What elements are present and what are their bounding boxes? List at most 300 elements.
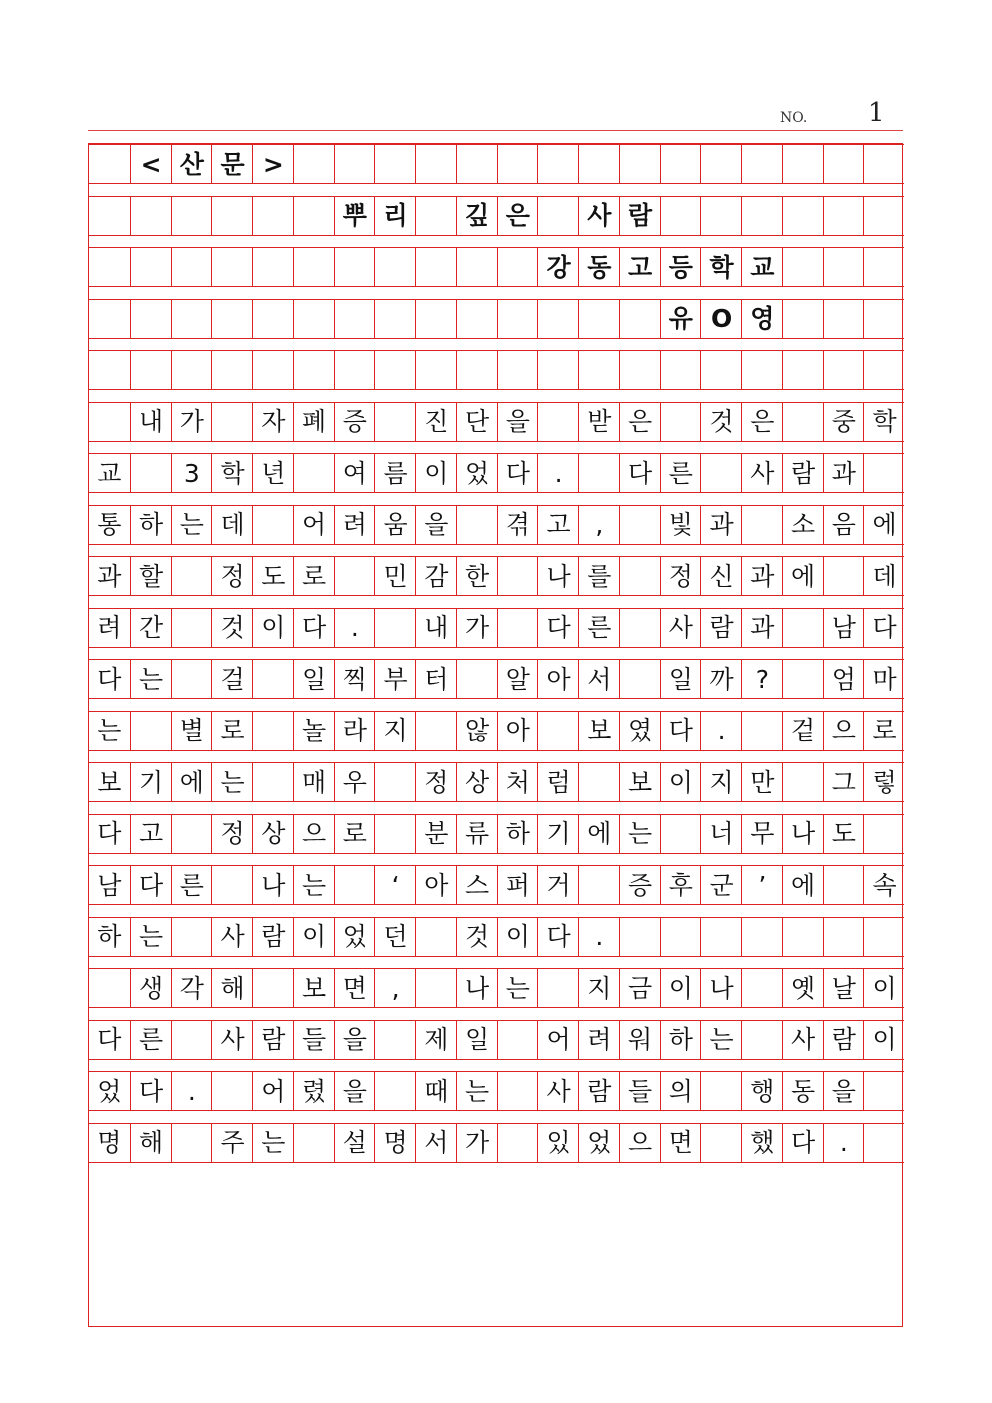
manuscript-cell: 가 (171, 403, 213, 441)
manuscript-cell (578, 454, 620, 492)
manuscript-row (89, 711, 904, 751)
manuscript-cell: 일 (293, 660, 335, 698)
manuscript-cell: 람 (252, 1021, 294, 1059)
manuscript-cell: 지 (700, 763, 742, 801)
manuscript-cell (863, 145, 905, 183)
manuscript-cell: 마 (863, 660, 905, 698)
manuscript-cell: 진 (415, 403, 457, 441)
manuscript-cell: 여 (334, 454, 376, 492)
manuscript-cell (211, 300, 253, 338)
manuscript-cell: 다 (782, 1124, 824, 1162)
manuscript-cell: 일 (660, 660, 702, 698)
manuscript-cell (415, 918, 457, 956)
manuscript-cell: 로 (211, 712, 253, 750)
manuscript-cell: 럼 (537, 763, 579, 801)
manuscript-row (89, 762, 904, 802)
manuscript-cell: 사 (741, 454, 783, 492)
manuscript-cell: 아 (537, 660, 579, 698)
manuscript-cell (334, 351, 376, 389)
manuscript-cell: , (578, 506, 620, 544)
manuscript-cell (252, 969, 294, 1007)
manuscript-cell (537, 403, 579, 441)
manuscript-cell: ’ (741, 866, 783, 904)
manuscript-cell (700, 1124, 742, 1162)
manuscript-cell: 는 (130, 660, 172, 698)
manuscript-cell: 것 (700, 403, 742, 441)
manuscript-cell: 후 (660, 866, 702, 904)
manuscript-cell: 람 (578, 1072, 620, 1110)
manuscript-cell (334, 145, 376, 183)
page-number: 1 (868, 98, 885, 128)
manuscript-cell: 했 (741, 1124, 783, 1162)
manuscript-cell: 민 (374, 557, 416, 595)
manuscript-cell (415, 712, 457, 750)
manuscript-cell: 하 (97, 922, 122, 951)
manuscript-cell (537, 145, 579, 183)
manuscript-cell (782, 609, 824, 647)
manuscript-cell: 부 (374, 660, 416, 698)
manuscript-cell: 감 (415, 557, 457, 595)
manuscript-cell: 던 (374, 918, 416, 956)
manuscript-cell (415, 248, 457, 286)
manuscript-cell: 퍼 (497, 866, 539, 904)
manuscript-cell: 보 (619, 763, 661, 801)
manuscript-cell (537, 712, 579, 750)
manuscript-cell (89, 351, 130, 389)
manuscript-cell (171, 248, 213, 286)
manuscript-row (89, 1123, 904, 1163)
manuscript-cell: 제 (415, 1021, 457, 1059)
manuscript-cell: 은 (741, 403, 783, 441)
manuscript-cell: 이 (863, 969, 905, 1007)
manuscript-row (89, 247, 904, 287)
manuscript-cell: 학 (211, 454, 253, 492)
manuscript-cell (660, 351, 702, 389)
manuscript-cell: 다 (863, 609, 905, 647)
manuscript-cell: 었 (456, 454, 498, 492)
manuscript-cell (130, 197, 172, 235)
manuscript-cell: 명 (97, 1128, 122, 1157)
manuscript-cell (741, 506, 783, 544)
manuscript-cell (252, 300, 294, 338)
manuscript-cell (782, 145, 824, 183)
manuscript-cell: < (130, 145, 172, 183)
manuscript-cell: 것 (456, 918, 498, 956)
manuscript-cell (171, 660, 213, 698)
manuscript-cell: 상 (456, 763, 498, 801)
manuscript-cell: 통 (97, 510, 122, 539)
manuscript-cell: . (823, 1124, 865, 1162)
manuscript-cell: 주 (211, 1124, 253, 1162)
manuscript-cell: 었 (97, 1076, 122, 1106)
manuscript-cell: 너 (700, 815, 742, 853)
manuscript-cell: 증 (619, 866, 661, 904)
manuscript-cell (374, 351, 416, 389)
manuscript-cell (741, 918, 783, 956)
manuscript-row (89, 814, 904, 854)
manuscript-cell: 한 (456, 557, 498, 595)
manuscript-cell (863, 197, 905, 235)
manuscript-cell: 는 (130, 918, 172, 956)
manuscript-cell (700, 351, 742, 389)
manuscript-cell: 터 (415, 660, 457, 698)
manuscript-cell (293, 145, 335, 183)
manuscript-cell: . (700, 712, 742, 750)
manuscript-cell (456, 351, 498, 389)
manuscript-cell: 에 (578, 815, 620, 853)
manuscript-cell: 보 (97, 767, 122, 797)
manuscript-cell (619, 145, 661, 183)
manuscript-cell: 이 (293, 918, 335, 956)
manuscript-cell (211, 197, 253, 235)
manuscript-cell (497, 145, 539, 183)
manuscript-cell (293, 248, 335, 286)
manuscript-cell: 들 (619, 1072, 661, 1110)
manuscript-cell: 보 (578, 712, 620, 750)
manuscript-cell: 으 (823, 712, 865, 750)
manuscript-cell (700, 454, 742, 492)
manuscript-cell (619, 660, 661, 698)
manuscript-cell: 증 (334, 403, 376, 441)
manuscript-cell: 의 (660, 1072, 702, 1110)
manuscript-cell: 학 (863, 403, 905, 441)
manuscript-cell: 나 (537, 557, 579, 595)
manuscript-row (89, 659, 904, 699)
manuscript-cell: 사 (782, 1021, 824, 1059)
manuscript-cell: 람 (252, 918, 294, 956)
manuscript-cell: 른 (130, 1021, 172, 1059)
manuscript-cell: 교 (741, 248, 783, 286)
manuscript-cell: 옛 (782, 969, 824, 1007)
manuscript-cell: 남 (97, 870, 122, 900)
manuscript-cell: 로 (334, 815, 376, 853)
manuscript-cell (334, 866, 376, 904)
manuscript-cell (89, 248, 130, 286)
manuscript-cell (823, 300, 865, 338)
manuscript-cell (823, 351, 865, 389)
manuscript-cell (334, 248, 376, 286)
manuscript-cell: 내 (130, 403, 172, 441)
manuscript-cell: 다 (537, 609, 579, 647)
manuscript-cell (293, 197, 335, 235)
manuscript-cell: 들 (293, 1021, 335, 1059)
manuscript-cell: > (252, 145, 294, 183)
manuscript-cell: 을 (823, 1072, 865, 1110)
manuscript-row (89, 505, 904, 545)
manuscript-cell: 유 (660, 300, 702, 338)
manuscript-cell (497, 557, 539, 595)
manuscript-cell: 처 (497, 763, 539, 801)
manuscript-cell: 는 (293, 866, 335, 904)
manuscript-cell (619, 351, 661, 389)
manuscript-cell: 면 (660, 1124, 702, 1162)
manuscript-cell (334, 300, 376, 338)
manuscript-cell (374, 403, 416, 441)
manuscript-cell: 려 (334, 506, 376, 544)
manuscript-cell (374, 248, 416, 286)
manuscript-cell (700, 1072, 742, 1110)
manuscript-cell: 지 (374, 712, 416, 750)
manuscript-cell: 생 (130, 969, 172, 1007)
manuscript-cell (660, 197, 702, 235)
manuscript-cell (293, 351, 335, 389)
manuscript-cell: 분 (415, 815, 457, 853)
manuscript-cell: 도 (252, 557, 294, 595)
manuscript-row (89, 1071, 904, 1111)
manuscript-cell: 다 (660, 712, 702, 750)
manuscript-cell: 우 (334, 763, 376, 801)
manuscript-cell: 속 (863, 866, 905, 904)
manuscript-cell (497, 1072, 539, 1110)
manuscript-cell (782, 403, 824, 441)
manuscript-cell (782, 197, 824, 235)
manuscript-cell (497, 1124, 539, 1162)
manuscript-cell: 무 (741, 815, 783, 853)
manuscript-cell: 하 (497, 815, 539, 853)
manuscript-cell (252, 197, 294, 235)
manuscript-cell: 는 (252, 1124, 294, 1162)
manuscript-cell: 나 (252, 866, 294, 904)
manuscript-cell: 3 (171, 454, 213, 492)
manuscript-cell (293, 454, 335, 492)
manuscript-cell (456, 300, 498, 338)
manuscript-cell: 는 (700, 1021, 742, 1059)
manuscript-cell: 어 (252, 1072, 294, 1110)
manuscript-cell: 단 (456, 403, 498, 441)
manuscript-cell: . (578, 918, 620, 956)
manuscript-cell: 람 (823, 1021, 865, 1059)
manuscript-cell: 사 (660, 609, 702, 647)
manuscript-cell (782, 351, 824, 389)
manuscript-cell (171, 918, 213, 956)
manuscript-cell (171, 300, 213, 338)
manuscript-cell (782, 918, 824, 956)
manuscript-cell: 은 (497, 197, 539, 235)
manuscript-cell (130, 712, 172, 750)
manuscript-cell: 간 (130, 609, 172, 647)
manuscript-cell: 각 (171, 969, 213, 1007)
manuscript-cell: 고 (130, 815, 172, 853)
manuscript-cell: 강 (537, 248, 579, 286)
manuscript-cell: 사 (578, 197, 620, 235)
manuscript-cell: 년 (252, 454, 294, 492)
manuscript-cell: 에 (863, 506, 905, 544)
manuscript-cell: 은 (619, 403, 661, 441)
manuscript-cell: 까 (700, 660, 742, 698)
manuscript-cell (171, 609, 213, 647)
manuscript-cell (171, 557, 213, 595)
manuscript-cell: 정 (660, 557, 702, 595)
manuscript-cell (823, 557, 865, 595)
manuscript-cell: 알 (497, 660, 539, 698)
manuscript-cell: 도 (823, 815, 865, 853)
manuscript-cell: 과 (823, 454, 865, 492)
manuscript-cell: 학 (700, 248, 742, 286)
manuscript-cell (619, 300, 661, 338)
manuscript-cell: 스 (456, 866, 498, 904)
manuscript-cell: 빛 (660, 506, 702, 544)
manuscript-cell (863, 248, 905, 286)
manuscript-cell: 놀 (293, 712, 335, 750)
manuscript-cell: 금 (619, 969, 661, 1007)
manuscript-cell (130, 454, 172, 492)
manuscript-cell: 려 (578, 1021, 620, 1059)
manuscript-cell: 렸 (293, 1072, 335, 1110)
manuscript-cell (374, 1021, 416, 1059)
manuscript-cell: 다 (619, 454, 661, 492)
manuscript-cell (660, 918, 702, 956)
manuscript-row (89, 1020, 904, 1060)
manuscript-cell: 름 (374, 454, 416, 492)
manuscript-cell (374, 763, 416, 801)
manuscript-cell (578, 763, 620, 801)
manuscript-cell: 류 (456, 815, 498, 853)
manuscript-cell (741, 969, 783, 1007)
manuscript-cell: 정 (211, 815, 253, 853)
manuscript-cell (660, 815, 702, 853)
manuscript-cell: 나 (700, 969, 742, 1007)
manuscript-cell (863, 454, 905, 492)
manuscript-cell: 른 (660, 454, 702, 492)
manuscript-cell: 로 (293, 557, 335, 595)
manuscript-cell (741, 145, 783, 183)
manuscript-cell (741, 351, 783, 389)
manuscript-cell: 폐 (293, 403, 335, 441)
manuscript-cell: 중 (823, 403, 865, 441)
manuscript-cell: 데 (211, 506, 253, 544)
manuscript-cell (89, 969, 130, 1007)
manuscript-cell: 서 (578, 660, 620, 698)
manuscript-cell (660, 403, 702, 441)
manuscript-cell (497, 1021, 539, 1059)
manuscript-cell: 데 (863, 557, 905, 595)
manuscript-cell (171, 351, 213, 389)
manuscript-cell: 을 (334, 1021, 376, 1059)
manuscript-cell: 것 (211, 609, 253, 647)
manuscript-cell: 기 (537, 815, 579, 853)
manuscript-cell (782, 248, 824, 286)
manuscript-cell: 보 (293, 969, 335, 1007)
manuscript-cell (171, 1021, 213, 1059)
manuscript-row (89, 350, 904, 390)
manuscript-cell: 겪 (497, 506, 539, 544)
manuscript-cell: 다 (130, 866, 172, 904)
manuscript-cell (89, 197, 130, 235)
manuscript-cell (171, 197, 213, 235)
manuscript-cell (700, 145, 742, 183)
manuscript-cell: 과 (700, 506, 742, 544)
manuscript-cell: 로 (863, 712, 905, 750)
manuscript-cell: , (374, 969, 416, 1007)
manuscript-cell (660, 145, 702, 183)
manuscript-cell: 행 (741, 1072, 783, 1110)
manuscript-cell (130, 300, 172, 338)
manuscript-cell (456, 660, 498, 698)
manuscript-cell: 영 (741, 300, 783, 338)
manuscript-cell: 는 (211, 763, 253, 801)
manuscript-row (89, 865, 904, 905)
manuscript-cell (374, 300, 416, 338)
manuscript-cell (374, 609, 416, 647)
manuscript-cell: 과 (97, 561, 122, 591)
manuscript-cell: 으 (619, 1124, 661, 1162)
manuscript-cell: 어 (293, 506, 335, 544)
manuscript-cell: 아 (497, 712, 539, 750)
manuscript-cell (578, 351, 620, 389)
manuscript-cell (619, 609, 661, 647)
manuscript-cell: 나 (456, 969, 498, 1007)
manuscript-cell: . (334, 609, 376, 647)
manuscript-cell (619, 506, 661, 544)
manuscript-cell: 할 (130, 557, 172, 595)
manuscript-cell: . (537, 454, 579, 492)
manuscript-cell (89, 145, 130, 183)
manuscript-cell (374, 145, 416, 183)
manuscript-cell: 사 (211, 1021, 253, 1059)
manuscript-cell (741, 197, 783, 235)
manuscript-cell: 다 (130, 1072, 172, 1110)
manuscript-cell: 에 (782, 866, 824, 904)
manuscript-row (89, 453, 904, 493)
manuscript-cell: 을 (334, 1072, 376, 1110)
manuscript-cell: 일 (456, 1021, 498, 1059)
manuscript-cell: . (171, 1072, 213, 1110)
manuscript-cell: 서 (415, 1124, 457, 1162)
manuscript-cell: 설 (334, 1124, 376, 1162)
manuscript-cell: 는 (97, 716, 122, 745)
manuscript-cell: 거 (537, 866, 579, 904)
manuscript-cell (211, 1072, 253, 1110)
manuscript-cell: 엄 (823, 660, 865, 698)
manuscript-row (89, 196, 904, 236)
manuscript-cell (700, 918, 742, 956)
manuscript-cell: 어 (537, 1021, 579, 1059)
manuscript-row (89, 556, 904, 596)
manuscript-cell: 깊 (456, 197, 498, 235)
manuscript-cell (211, 351, 253, 389)
manuscript-cell (537, 197, 579, 235)
manuscript-cell (252, 712, 294, 750)
manuscript-cell (782, 660, 824, 698)
manuscript-cell: 이 (660, 969, 702, 1007)
manuscript-cell (537, 351, 579, 389)
manuscript-cell (415, 145, 457, 183)
manuscript-cell: 다 (293, 609, 335, 647)
manuscript-cell: 이 (415, 454, 457, 492)
manuscript-cell (334, 557, 376, 595)
manuscript-cell: 다 (97, 819, 122, 848)
manuscript-cell: 하 (660, 1021, 702, 1059)
manuscript-cell (863, 918, 905, 956)
manuscript-cell (823, 918, 865, 956)
manuscript-cell: 않 (456, 712, 498, 750)
manuscript-cell: 동 (782, 1072, 824, 1110)
manuscript-cell: 받 (578, 403, 620, 441)
manuscript-cell (130, 248, 172, 286)
manuscript-cell (252, 660, 294, 698)
manuscript-cell (700, 197, 742, 235)
manuscript-cell (130, 351, 172, 389)
manuscript-cell: 다 (97, 1025, 122, 1054)
manuscript-row (89, 402, 904, 442)
manuscript-cell: 을 (415, 506, 457, 544)
manuscript-cell (211, 248, 253, 286)
manuscript-cell: 상 (252, 815, 294, 853)
manuscript-cell: 때 (415, 1072, 457, 1110)
manuscript-cell (823, 197, 865, 235)
manuscript-cell (782, 763, 824, 801)
manuscript-cell (578, 866, 620, 904)
